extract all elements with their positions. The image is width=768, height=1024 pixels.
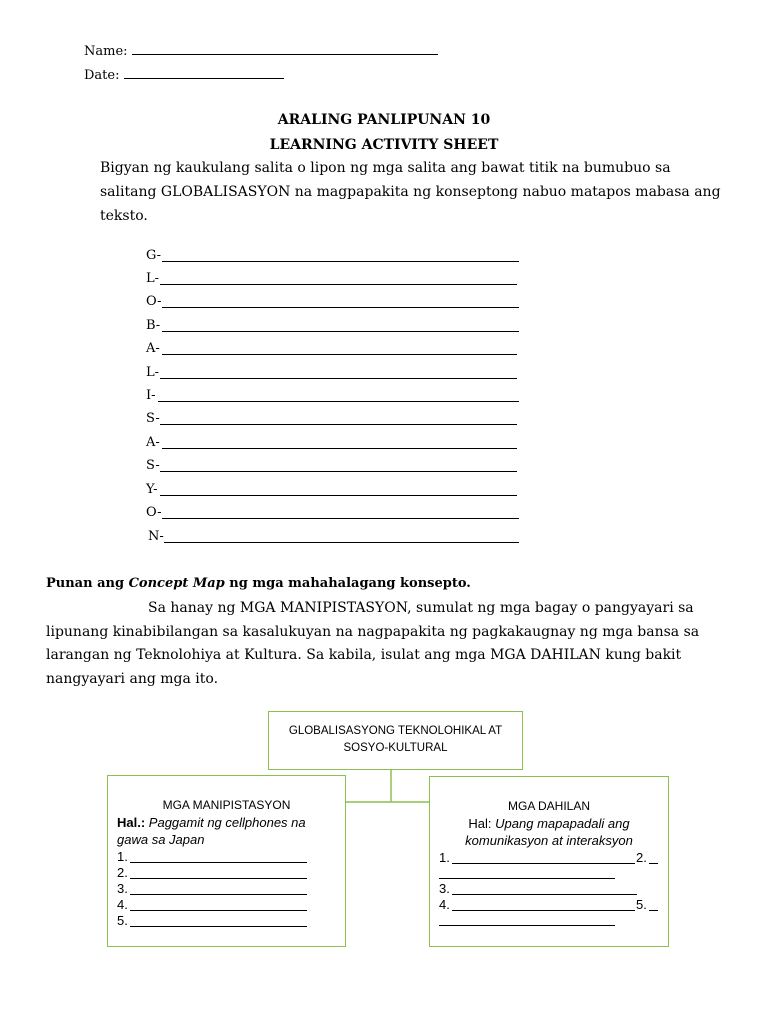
acrostic-letter: G- bbox=[146, 248, 162, 263]
manipistasyon-answer-line[interactable] bbox=[130, 926, 307, 927]
acrostic-row bbox=[146, 482, 158, 502]
date-line[interactable] bbox=[124, 66, 284, 79]
instruction-line-3: teksto. bbox=[100, 208, 148, 224]
acrostic-row bbox=[146, 435, 160, 455]
manipistasyon-item bbox=[117, 881, 128, 896]
acrostic-letter: L- bbox=[146, 365, 160, 380]
manipistasyon-item bbox=[117, 913, 128, 928]
acrostic-answer-line[interactable] bbox=[160, 284, 517, 285]
example-text-1: Upang mapapadali ang bbox=[495, 816, 630, 831]
name-field bbox=[84, 42, 438, 59]
paragraph-line-1: Sa hanay ng MGA MANIPISTASYON, sumulat ng mga bagay o pangyayari sa bbox=[148, 600, 694, 616]
acrostic-row bbox=[146, 294, 162, 314]
manipistasyon-answer-line[interactable] bbox=[130, 862, 307, 863]
acrostic-answer-line[interactable] bbox=[162, 518, 519, 519]
acrostic-answer-line[interactable] bbox=[164, 542, 519, 543]
acrostic-answer-line[interactable] bbox=[160, 495, 517, 496]
dahilan-item bbox=[439, 881, 450, 896]
acrostic-letter: S- bbox=[146, 458, 160, 473]
dahilan-answer-line[interactable] bbox=[452, 894, 637, 895]
acrostic-row bbox=[146, 458, 160, 478]
example-label: Hal: bbox=[468, 816, 492, 831]
manipistasyon-item bbox=[117, 849, 128, 864]
dahilan-item bbox=[439, 850, 450, 865]
instruction-line-1: Bigyan ng kaukulang salita o lipon ng mga salita ang bawat titik na bumubuo sa bbox=[100, 160, 671, 176]
dahilan-item bbox=[636, 850, 647, 865]
date-field bbox=[84, 66, 284, 83]
acrostic-letter: I- bbox=[146, 388, 156, 403]
item-number: 3. bbox=[439, 881, 450, 896]
name-line[interactable] bbox=[132, 42, 438, 55]
acrostic-row bbox=[146, 388, 156, 408]
acrostic-row bbox=[146, 341, 160, 361]
dahilan-title: MGA DAHILAN bbox=[507, 799, 591, 813]
acrostic-row bbox=[146, 365, 159, 385]
acrostic-row bbox=[146, 248, 161, 268]
dahilan-box bbox=[429, 776, 669, 947]
dahilan-answer-line[interactable] bbox=[649, 863, 658, 864]
item-number: 5. bbox=[636, 897, 647, 912]
manipistasyon-title: MGA MANIPISTASYON bbox=[162, 798, 291, 812]
acrostic-letter: L- bbox=[146, 271, 160, 286]
heading-suffix: ng mga mahahalagang konsepto. bbox=[224, 576, 471, 591]
dahilan-answer-line[interactable] bbox=[649, 910, 658, 911]
manipistasyon-item bbox=[117, 865, 128, 880]
item-number: 4. bbox=[117, 897, 128, 912]
acrostic-answer-line[interactable] bbox=[160, 378, 517, 379]
acrostic-answer-line[interactable] bbox=[160, 424, 517, 425]
item-number: 2. bbox=[636, 850, 647, 865]
item-number: 2. bbox=[117, 865, 128, 880]
paragraph-line-2: lipunang kinabibilangan sa kasalukuyan na nagpapakita ng pagkakaugnay ng mga bansa sa bbox=[46, 624, 700, 640]
acrostic-letter: O- bbox=[146, 505, 162, 520]
acrostic-row bbox=[146, 505, 162, 525]
acrostic-letter: B- bbox=[146, 318, 161, 333]
dahilan-answer-line[interactable] bbox=[452, 910, 635, 911]
dahilan-item bbox=[439, 897, 450, 912]
manipistasyon-answer-line[interactable] bbox=[130, 878, 307, 879]
page-title: ARALING PANLIPUNAN 10 bbox=[277, 112, 491, 128]
item-number: 3. bbox=[117, 881, 128, 896]
dahilan-example bbox=[430, 816, 668, 831]
instruction-line-2: salitang GLOBALISASYON na magpapakita ng konseptong nabuo matapos mabasa ang bbox=[100, 184, 721, 200]
heading-prefix: Punan ang bbox=[46, 576, 129, 591]
item-number: 4. bbox=[439, 897, 450, 912]
acrostic-letter: N- bbox=[148, 529, 164, 544]
name-label: Name: bbox=[84, 44, 128, 59]
acrostic-row bbox=[146, 271, 159, 291]
manipistasyon-answer-line[interactable] bbox=[130, 910, 307, 911]
date-label: Date: bbox=[84, 68, 120, 83]
acrostic-letter: S- bbox=[146, 411, 160, 426]
paragraph-line-4: nangyayari ang mga ito. bbox=[46, 671, 219, 687]
acrostic-letter: A- bbox=[146, 341, 160, 356]
acrostic-row bbox=[146, 318, 160, 338]
acrostic-answer-line[interactable] bbox=[158, 401, 519, 402]
example-text-1: Paggamit ng cellphones na bbox=[148, 815, 306, 830]
acrostic-row bbox=[146, 411, 160, 431]
manipistasyon-example-cont: gawa sa Japan bbox=[117, 832, 205, 847]
item-number: 1. bbox=[117, 849, 128, 864]
acrostic-answer-line[interactable] bbox=[162, 448, 517, 449]
manipistasyon-answer-line[interactable] bbox=[130, 894, 307, 895]
concept-map-heading bbox=[46, 576, 471, 591]
heading-italic: Concept Map bbox=[128, 576, 225, 591]
item-number: 5. bbox=[117, 913, 128, 928]
concept-map-top-box bbox=[268, 711, 523, 770]
acrostic-letter: Y- bbox=[146, 482, 158, 497]
manipistasyon-item bbox=[117, 897, 128, 912]
manipistasyon-box bbox=[107, 775, 346, 947]
item-number: 1. bbox=[439, 850, 450, 865]
manipistasyon-example bbox=[117, 815, 306, 830]
dahilan-example-cont: komunikasyon at interaksyon bbox=[465, 833, 633, 848]
acrostic-letter: A- bbox=[146, 435, 160, 450]
example-label: Hal.: bbox=[117, 815, 146, 830]
page-subtitle: LEARNING ACTIVITY SHEET bbox=[269, 137, 499, 153]
acrostic-row bbox=[146, 529, 164, 549]
dahilan-answer-line[interactable] bbox=[452, 863, 635, 864]
dahilan-item bbox=[636, 897, 647, 912]
acrostic-answer-line[interactable] bbox=[160, 471, 517, 472]
dahilan-answer-line[interactable] bbox=[439, 878, 615, 879]
top-box-line-1: GLOBALISASYONG TEKNOLOHIKAL AT bbox=[288, 725, 503, 737]
acrostic-answer-line[interactable] bbox=[162, 307, 519, 308]
acrostic-letter: O- bbox=[146, 294, 162, 309]
dahilan-answer-line[interactable] bbox=[439, 925, 615, 926]
acrostic-answer-line[interactable] bbox=[162, 331, 519, 332]
acrostic-answer-line[interactable] bbox=[162, 354, 517, 355]
paragraph-line-3: larangan ng Teknolohiya at Kultura. Sa kabila, isulat ang mga MGA DAHILAN kung bakit bbox=[46, 647, 682, 663]
top-box-line-2: SOSYO-KULTURAL bbox=[343, 742, 448, 754]
acrostic-answer-line[interactable] bbox=[162, 261, 519, 262]
